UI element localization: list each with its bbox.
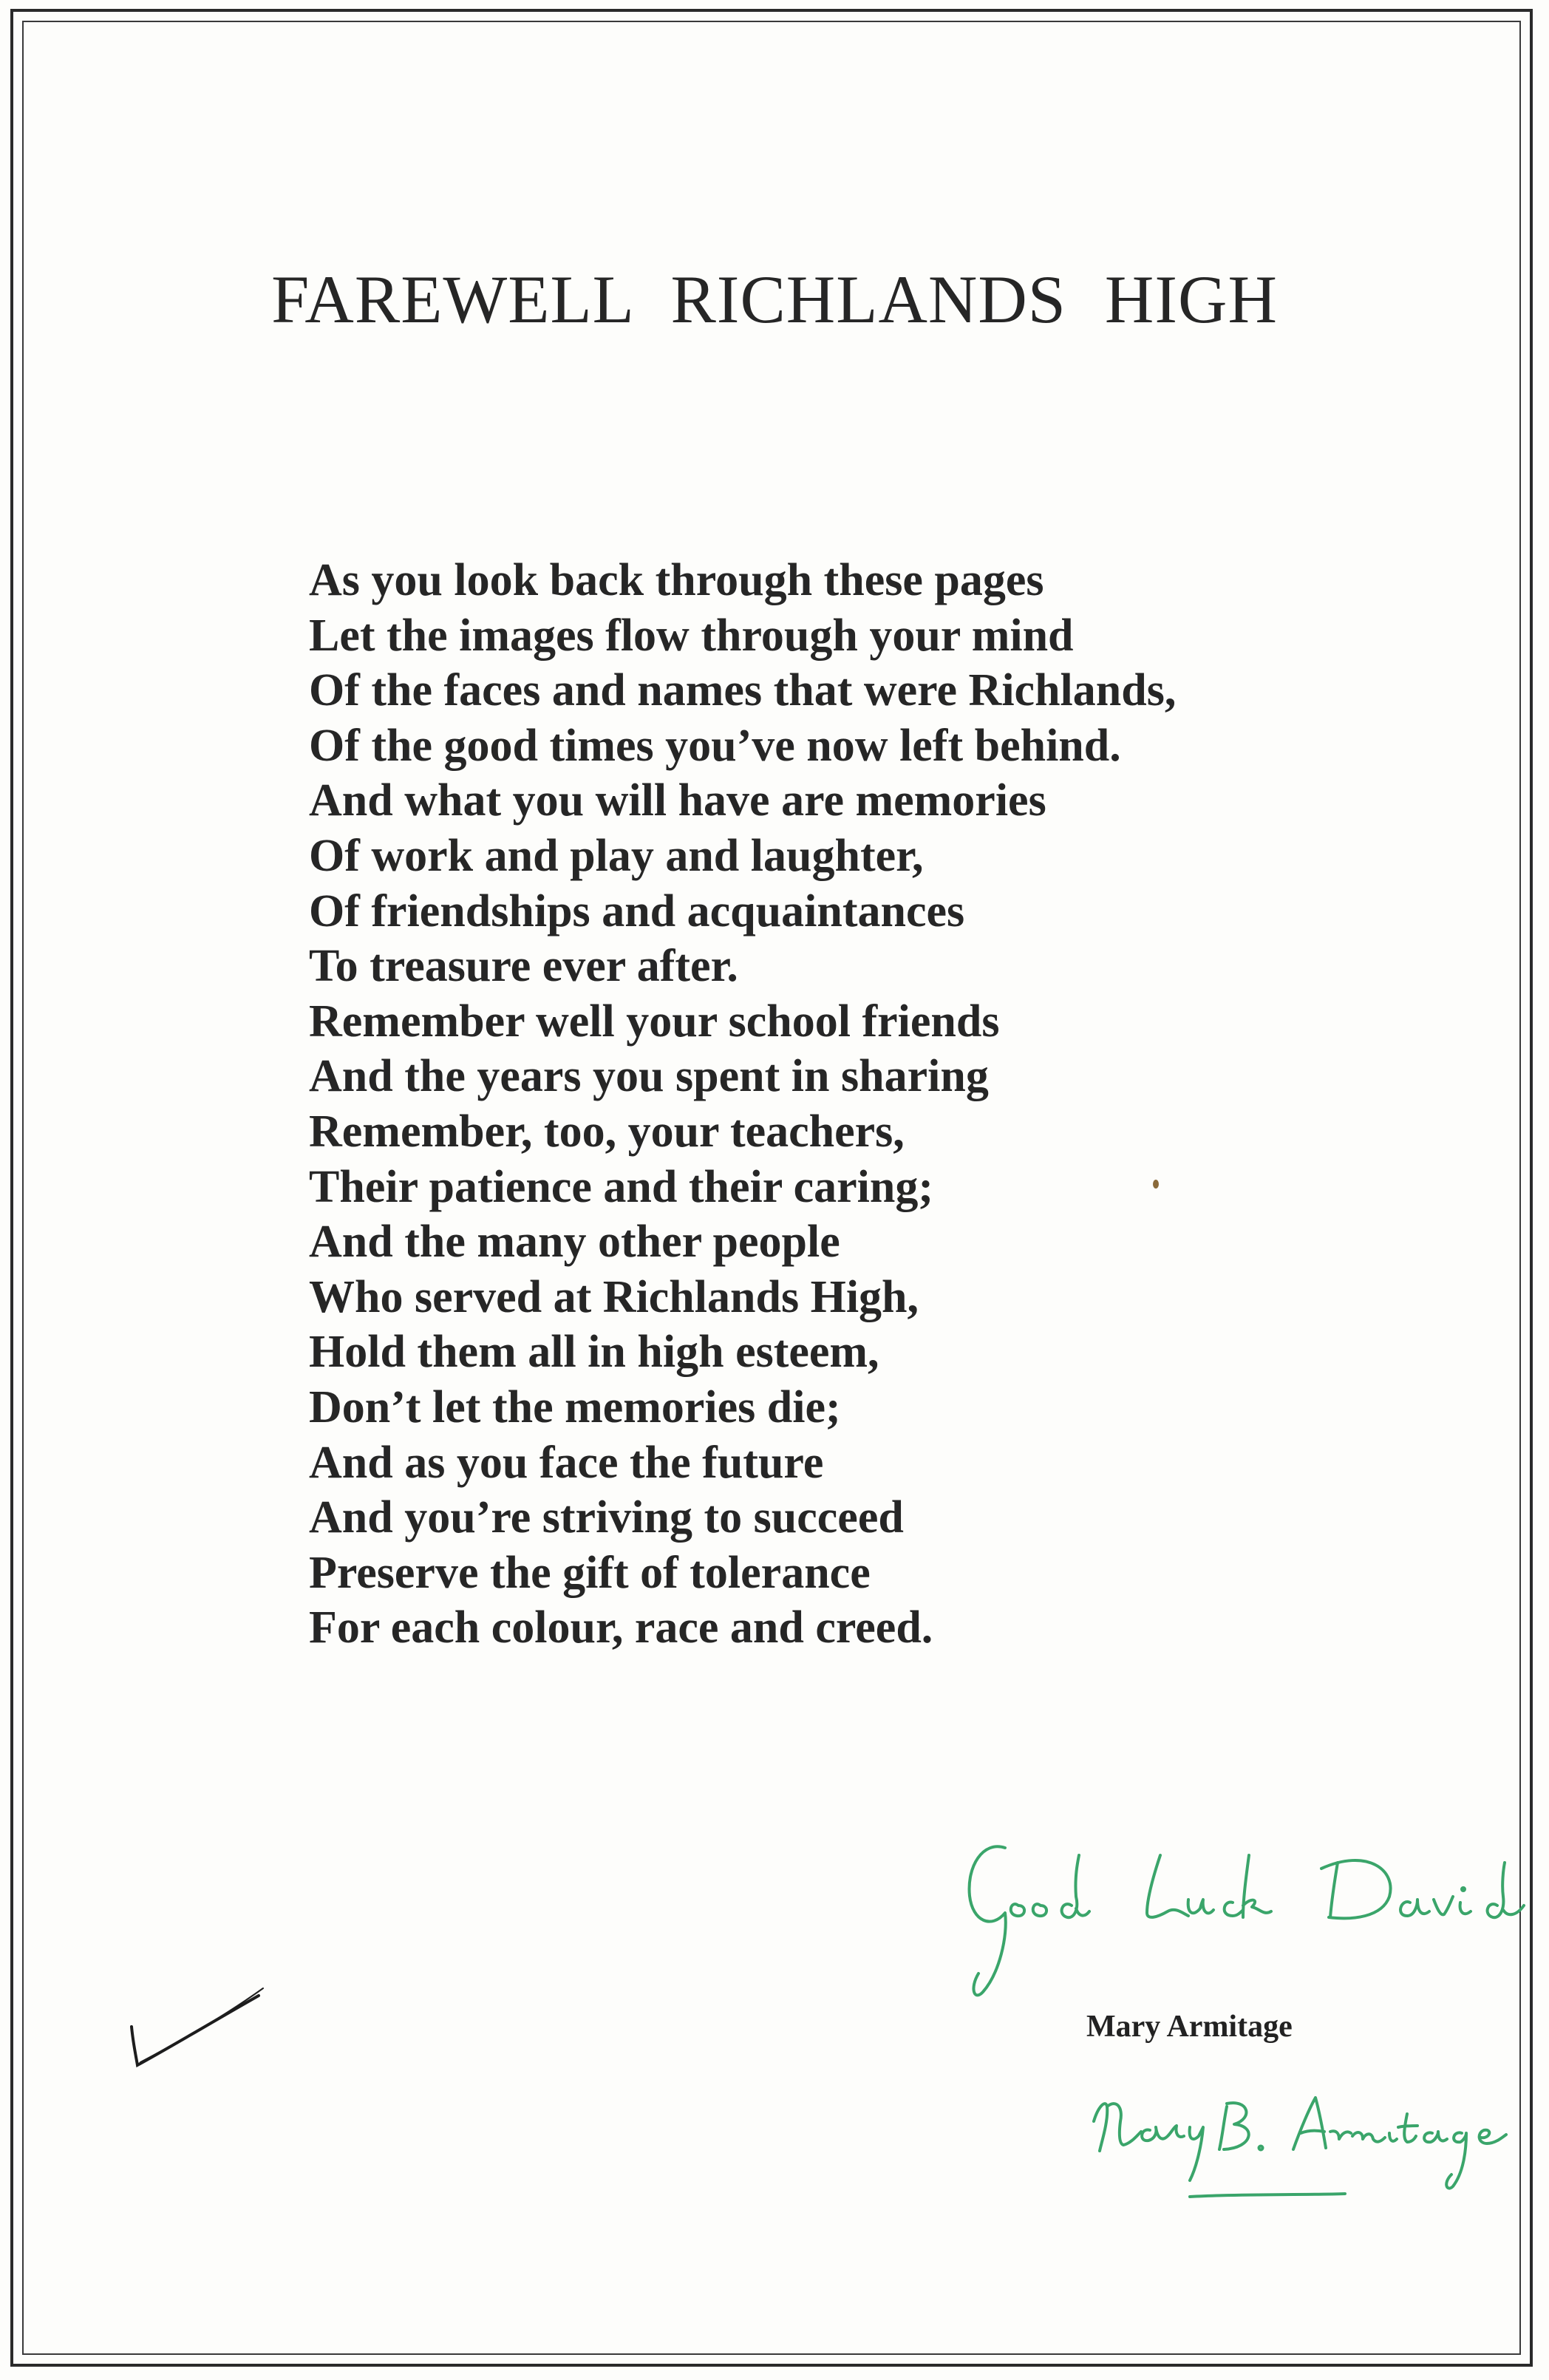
check-mark (111, 1966, 273, 2084)
poem-line: And the years you spent in sharing (309, 1051, 989, 1102)
poem-line: For each colour, race and creed. (309, 1602, 933, 1653)
poem-line: Of the faces and names that were Richlands, (309, 665, 1177, 716)
author-name: Mary Armitage (1086, 2010, 1293, 2044)
ink-speck (1153, 1180, 1159, 1189)
poem-line: Preserve the gift of tolerance (309, 1547, 871, 1598)
poem-line: Hold them all in high esteem, (309, 1327, 879, 1378)
poem-line: Remember, too, your teachers, (309, 1106, 905, 1157)
poem-line: As you look back through these pages (309, 555, 1044, 605)
poem-body (309, 553, 1176, 1656)
poem-line: And the many other people (309, 1217, 840, 1268)
poem-line: Let the images flow through your mind (309, 610, 1074, 661)
signature (1079, 2062, 1522, 2210)
poem-line: And as you face the future (309, 1437, 824, 1488)
poem-line: Remember well your school friends (309, 996, 1000, 1047)
poem-line: Of work and play and laughter, (309, 830, 924, 881)
poem-line: Don’t let the memories die; (309, 1381, 841, 1432)
poem-line: Their patience and their caring; (309, 1161, 933, 1212)
poem-line: Who served at Richlands High, (309, 1271, 919, 1322)
poem-line: And what you will have are memories (309, 775, 1046, 826)
poem-line: And you’re striving to succeed (309, 1492, 904, 1543)
poem-line: To treasure ever after. (309, 941, 738, 992)
poem-line: Of friendships and acquaintances (309, 885, 965, 936)
poem-title: FAREWELL RICHLANDS HIGH (271, 262, 1278, 337)
poem-line: Of the good times you’ve now left behind. (309, 720, 1121, 771)
handwritten-note (953, 1826, 1530, 2003)
